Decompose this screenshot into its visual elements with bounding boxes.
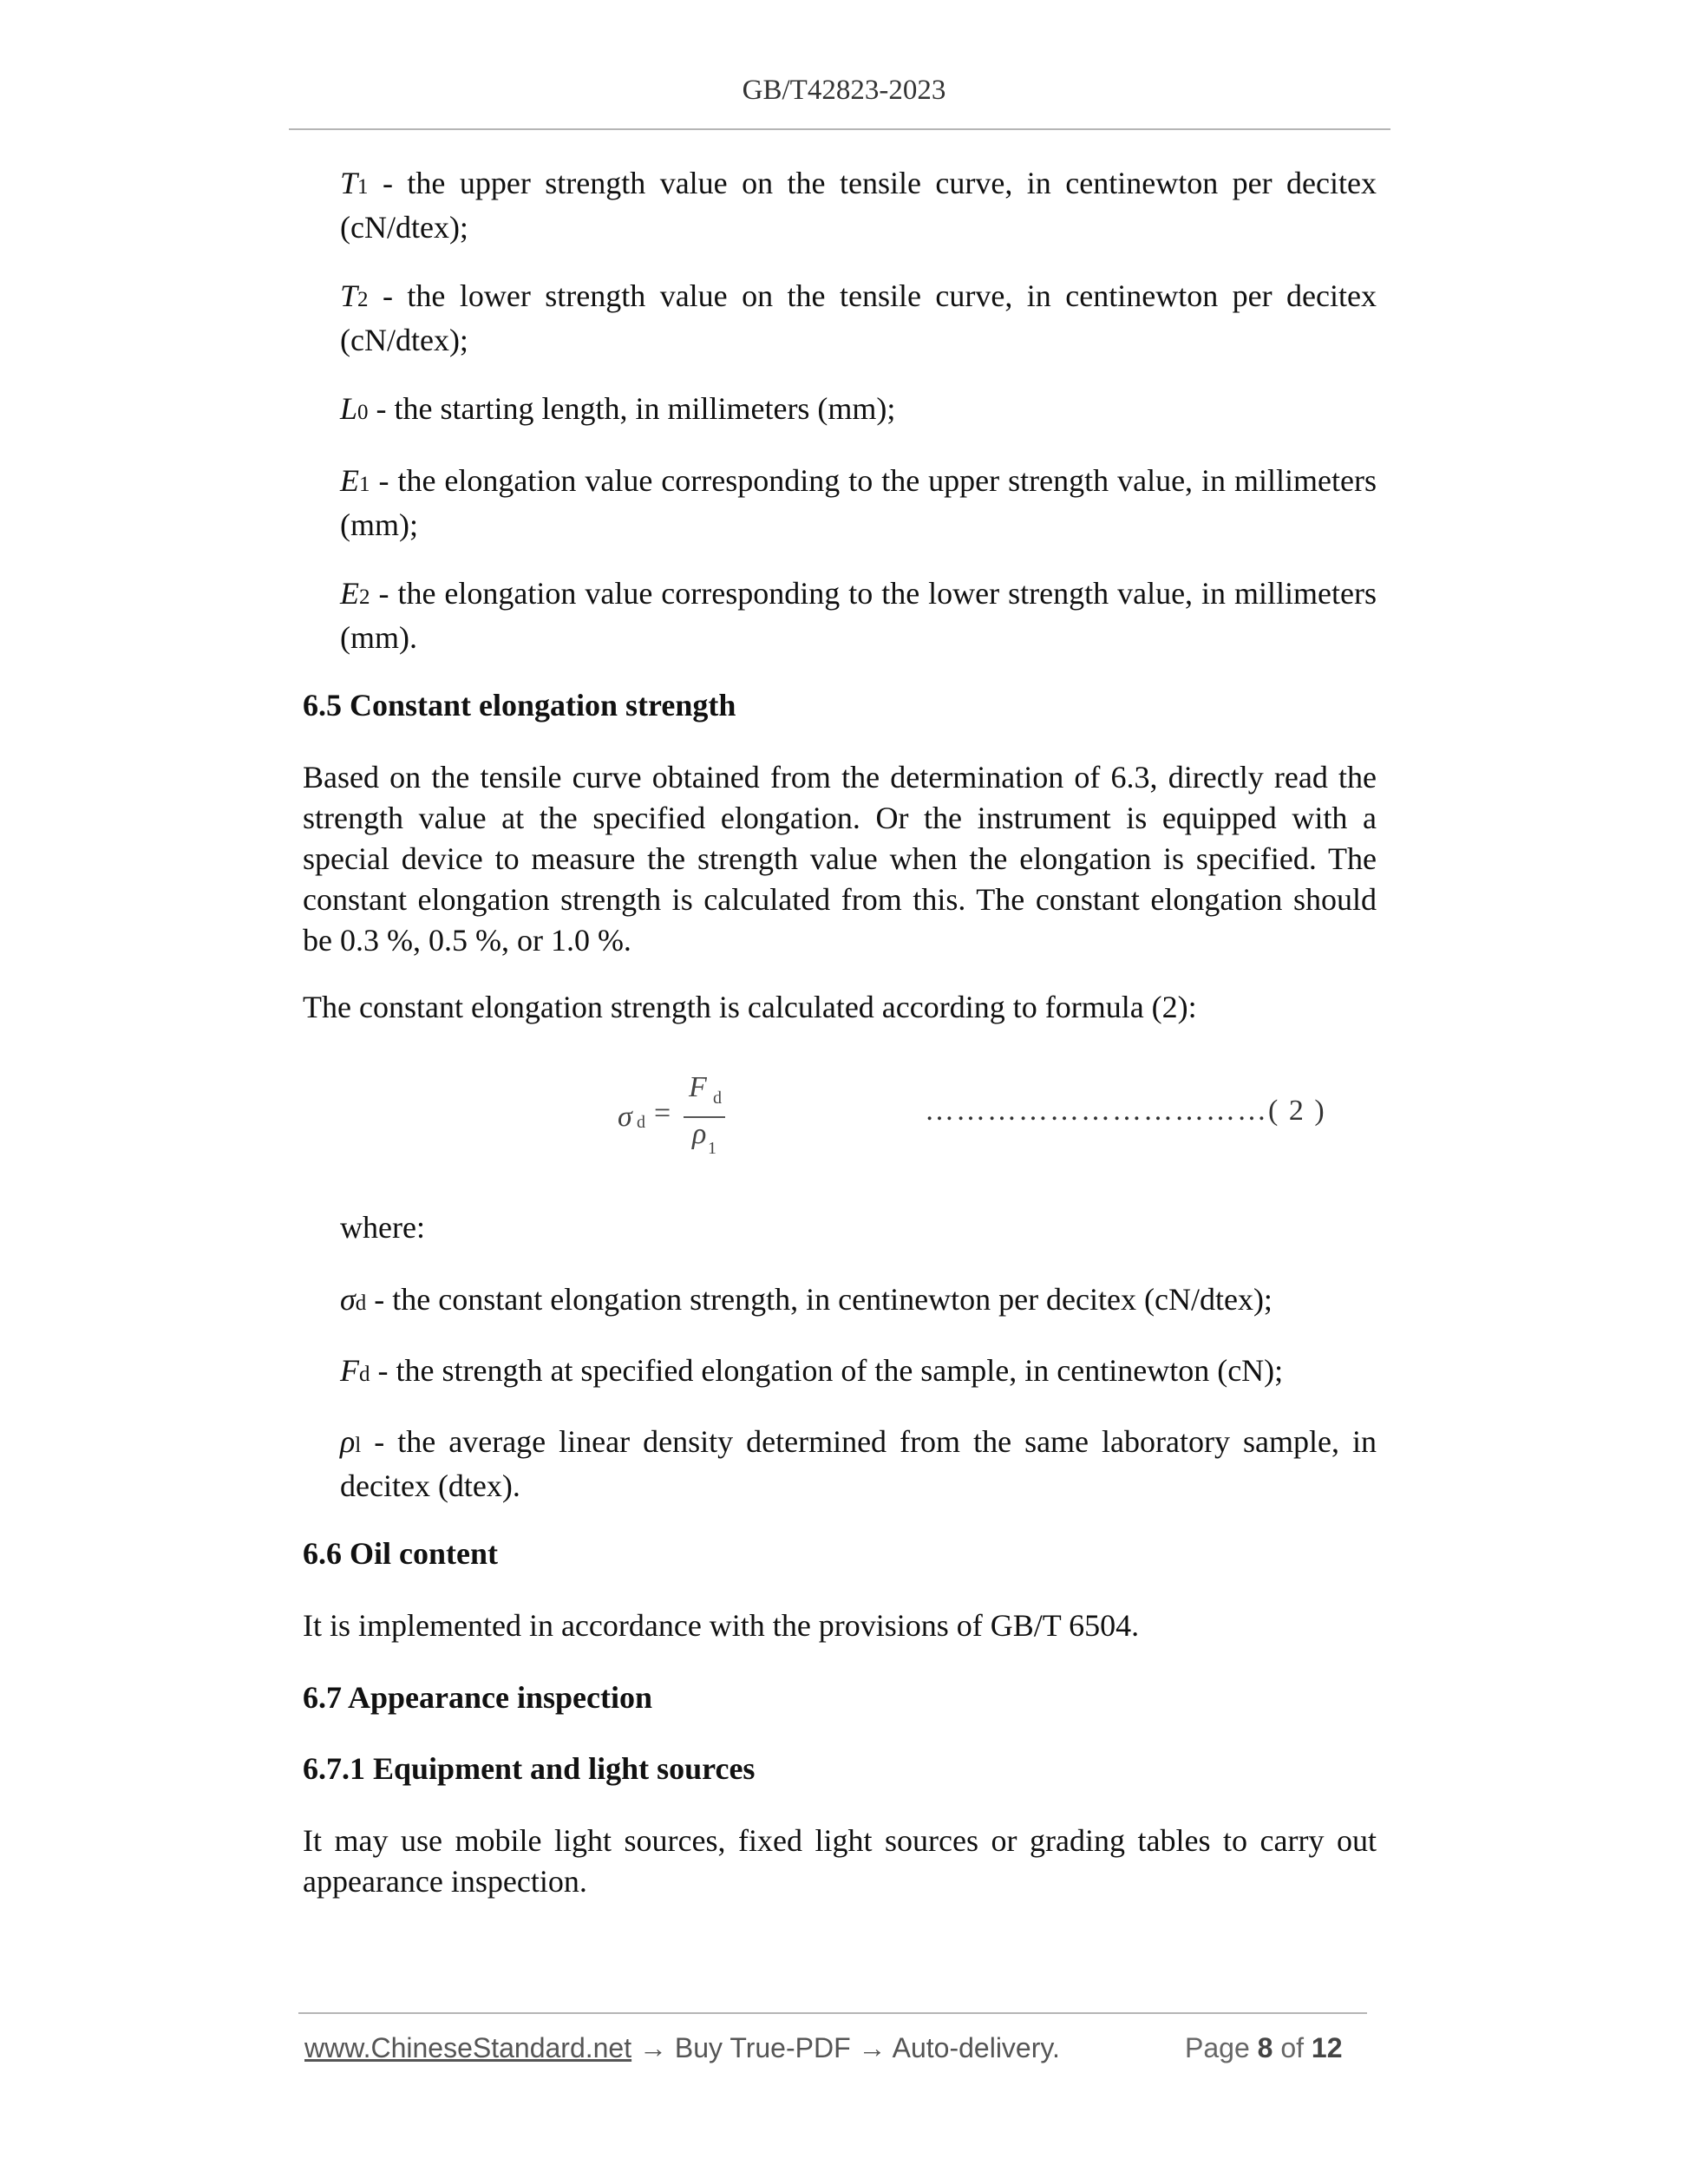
where-label: where: [340,1210,425,1245]
definition-text: - the strength at specified elongation of the sample, in centinewton (cN); [370,1353,1284,1388]
symbol: ρ [340,1424,356,1459]
page-total: 12 [1311,2032,1343,2063]
document-code-header: GB/T42823-2023 [742,75,946,106]
definition-text: - the upper strength value on the tensile curve, in centinewton per decitex (cN/dtex); [340,166,1377,245]
subscript: d [359,1363,370,1386]
definition-t1 [340,163,1377,248]
subscript: l [355,1434,362,1457]
definition-text: - the starting length, in millimeters (mm); [368,391,896,426]
definition-sigma-d [340,1279,1377,1324]
formula-lhs: σ [618,1101,632,1133]
page-label: Page [1185,2032,1258,2063]
section-6-7-1-paragraph: It may use mobile light sources, fixed light sources or grading tables to carry out appearance inspection. [303,1823,1377,1899]
definition-rho-l [340,1422,1377,1507]
symbol: E [340,576,359,611]
formula-denominator-subscript: 1 [708,1139,716,1158]
formula-denominator: ρ [692,1118,707,1150]
symbol: T [340,278,358,313]
definition-e1 [340,461,1377,546]
formula-2 [607,1071,867,1175]
section-heading-6-7: 6.7 Appearance inspection [303,1680,653,1715]
definition-f-d [340,1350,1377,1395]
subscript: d [355,1291,367,1315]
symbol: F [340,1353,359,1388]
definition-text: - the average linear density determined from the same laboratory sample, in decitex (dtex). [340,1424,1377,1503]
definition-text: - the lower strength value on the tensile curve, in centinewton per decitex (cN/dtex); [340,278,1377,357]
subscript: 2 [359,585,370,609]
definition-text: - the constant elongation strength, in centinewton per decitex (cN/dtex); [366,1282,1273,1317]
section-6-5-paragraph: Based on the tensile curve obtained from the determination of 6.3, directly read the strength value at the specified elongation. Or the instrument is equipped with a special device to measure the strength value when the elongation is specified. The constant elongation strength is calculated from this. The constant elongation should be 0.3 %, 0.5 %, or 1.0 %. [303,760,1377,958]
formula-intro: The constant elongation strength is calculated according to formula (2): [303,990,1197,1024]
symbol: σ [340,1282,356,1317]
symbol: L [340,391,358,426]
subscript: 1 [357,175,369,199]
symbol: E [340,463,359,498]
definition-l0 [340,389,1377,433]
formula-numerator: F [689,1071,707,1103]
header-divider [289,128,1390,130]
page-indicator [1185,2032,1342,2064]
definition-e2 [340,573,1377,658]
formula-lhs-subscript: d [637,1113,645,1132]
subscript: 1 [359,473,370,496]
subscript: 2 [357,288,369,311]
definition-text: - the elongation value corresponding to the upper strength value, in millimeters (mm); [340,463,1377,542]
footer-promo [304,2032,1060,2064]
formula-number: ……………………………( 2 ) [925,1095,1326,1127]
section-heading-6-7-1: 6.7.1 Equipment and light sources [303,1751,756,1786]
symbol: T [340,166,358,200]
formula-equals: = [654,1097,671,1129]
website-link[interactable]: www.ChineseStandard.net [304,2032,632,2063]
promo-text: → Buy True-PDF → Auto-delivery. [631,2032,1060,2063]
section-heading-6-6: 6.6 Oil content [303,1536,498,1571]
definition-t2 [340,276,1377,361]
formula-numerator-subscript: d [713,1089,722,1108]
footer-divider [298,2012,1367,2014]
section-6-6-paragraph: It is implemented in accordance with the provisions of GB/T 6504. [303,1608,1140,1643]
subscript: 0 [357,401,369,424]
page-of: of [1273,2032,1312,2063]
page-current: 8 [1257,2032,1273,2063]
definition-text: - the elongation value corresponding to the lower strength value, in millimeters (mm). [340,576,1377,655]
section-heading-6-5: 6.5 Constant elongation strength [303,688,736,723]
